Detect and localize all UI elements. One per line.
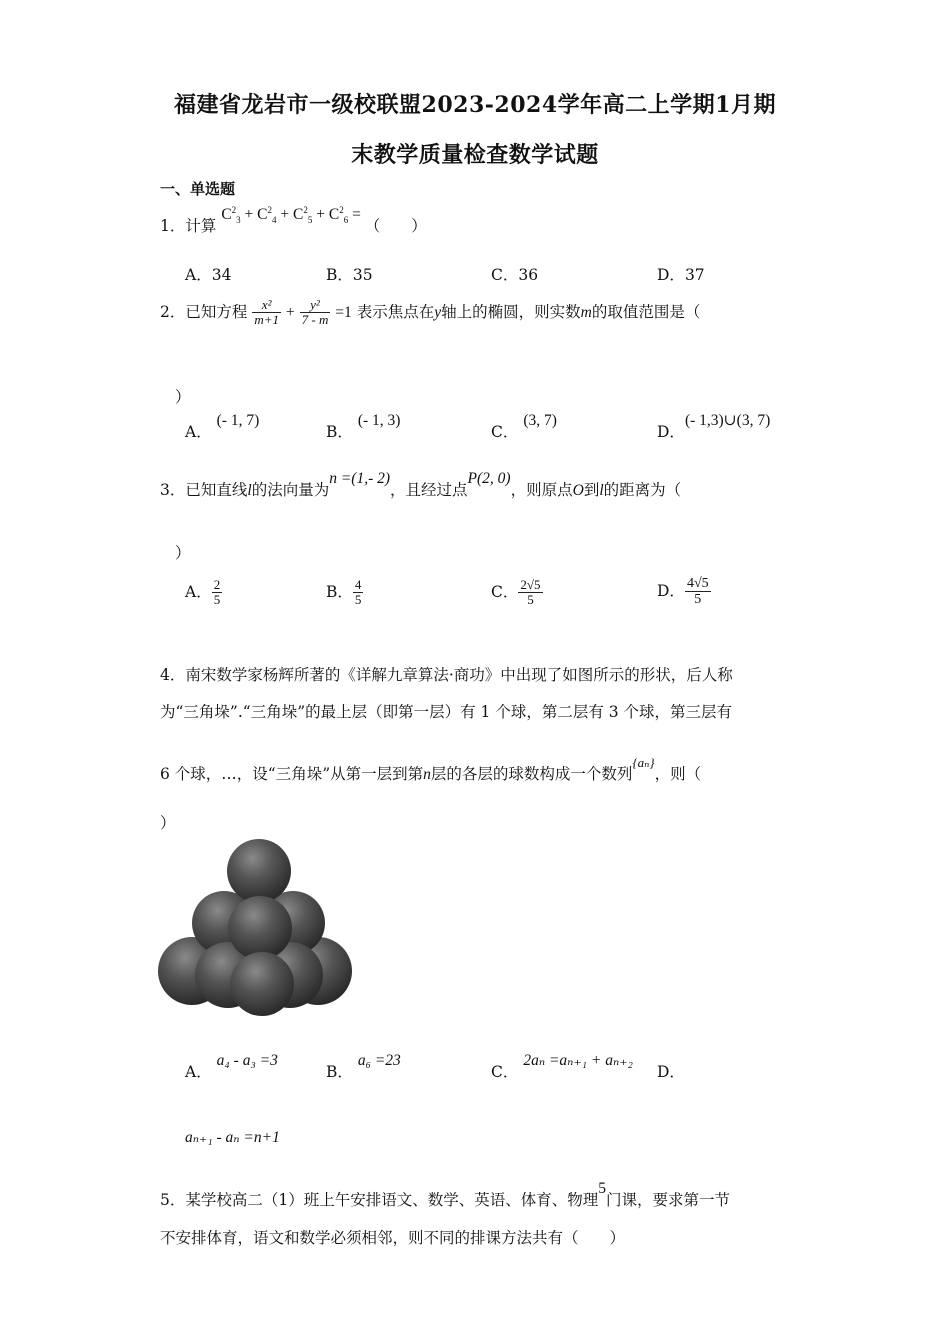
ball <box>228 896 292 960</box>
question-1-expression: $C^2_3 + C^2_4 + C^2_5 + C^2_6$ = <box>221 204 361 226</box>
question-4-line3: 6 个球，…，设“三角垛”从第一层到第n层的各层的球数构成一个数列$^{\{a_n\}}$，则（ <box>160 755 702 783</box>
q2-fraction-y: $\frac{\text{y²}}{7 - m}$ <box>301 297 329 328</box>
question-1-blank: （ ） <box>364 217 427 235</box>
exam-title-line2: 末教学质量检查数学试题 <box>351 142 599 168</box>
q2-option-c[interactable]: C． (3, 7) <box>491 412 557 441</box>
question-2-stem: 2．已知方程 $\frac{\text{x²}}{m+1}$ + $\frac{\text{y²}}{7 - m}$ =1 表示焦点在y轴上的椭圆，则实数m的取值范围是（ <box>160 297 701 328</box>
exam-title-line1: 福建省龙岩市一级校联盟2023-2024学年高二上学期1月期 <box>174 92 776 118</box>
question-3-close: ） <box>175 544 191 562</box>
q2-option-d[interactable]: D．(- 1,3)∪(3, 7) <box>657 412 771 441</box>
q2-option-b[interactable]: B． (- 1, 3) <box>326 412 401 441</box>
q1-option-b[interactable]: B．35 <box>326 266 373 284</box>
triangular-pile-figure <box>158 838 358 1028</box>
q1-option-c[interactable]: C．36 <box>491 266 539 284</box>
q1-option-a[interactable]: A．34 <box>185 266 232 284</box>
q4-option-a[interactable]: A． a₄ - a₃ =3 <box>185 1052 278 1081</box>
q3-point: P(2, 0) <box>467 470 511 487</box>
q3-option-a[interactable]: A． $\frac{2}{5}$ <box>185 577 221 608</box>
q3-normal-vector: n =(1,- 2) <box>329 470 391 487</box>
question-2-number: 2．已知方程 <box>160 302 248 321</box>
question-5-line2: 不安排体育，语文和数学必须相邻，则不同的排课方法共有（ ） <box>160 1229 626 1247</box>
q4-option-b[interactable]: B． a₆ =23 <box>326 1052 401 1081</box>
q2-option-a[interactable]: A． (- 1, 7) <box>185 412 260 441</box>
question-4-close: ） <box>160 814 176 832</box>
q4-sequence: {aₙ} <box>632 755 655 770</box>
q3-option-c[interactable]: C． $\frac{2√5}{5}$ <box>491 577 541 608</box>
q2-fraction-x: $\frac{\text{x²}}{m+1}$ <box>254 297 279 328</box>
q4-option-c[interactable]: C． 2aₙ =aₙ₊₁ + aₙ₊₂ <box>491 1052 633 1081</box>
q4-option-d-label[interactable]: D． <box>657 1063 685 1081</box>
question-4-line1: 4．南宋数学家杨辉所著的《详解九章算法·商功》中出现了如图所示的形状，后人称 <box>160 666 733 684</box>
section-heading: 一、单选题 <box>160 180 236 198</box>
q3-option-d[interactable]: D． $\frac{4√5}{5}$ <box>657 576 709 608</box>
question-2-close: ） <box>175 388 191 406</box>
question-3-stem: 3．已知直线l的法向量为n =(1,- 2)，且经过点P(2, 0)，则原点O到l的距离为（ <box>160 470 682 499</box>
question-3-number: 3．已知直线 <box>160 481 248 499</box>
q3-option-b[interactable]: B． $\frac{4}{5}$ <box>326 577 362 608</box>
question-1-number: 1．计算 <box>160 217 217 235</box>
ball <box>230 952 294 1016</box>
question-1-stem <box>160 204 427 237</box>
question-5-line1: 5．某学校高二（1）班上午安排语文、数学、英语、体育、物理5门课，要求第一节 <box>160 1180 730 1209</box>
q1-option-d[interactable]: D．37 <box>657 266 705 284</box>
question-4-line2: 为“三角垛”.“三角垛”的最上层（即第一层）有 1 个球，第二层有 3 个球，第三层有 <box>160 703 733 721</box>
ball <box>227 839 291 903</box>
q4-option-d-value: aₙ₊₁ - aₙ =n+1 <box>185 1129 280 1146</box>
